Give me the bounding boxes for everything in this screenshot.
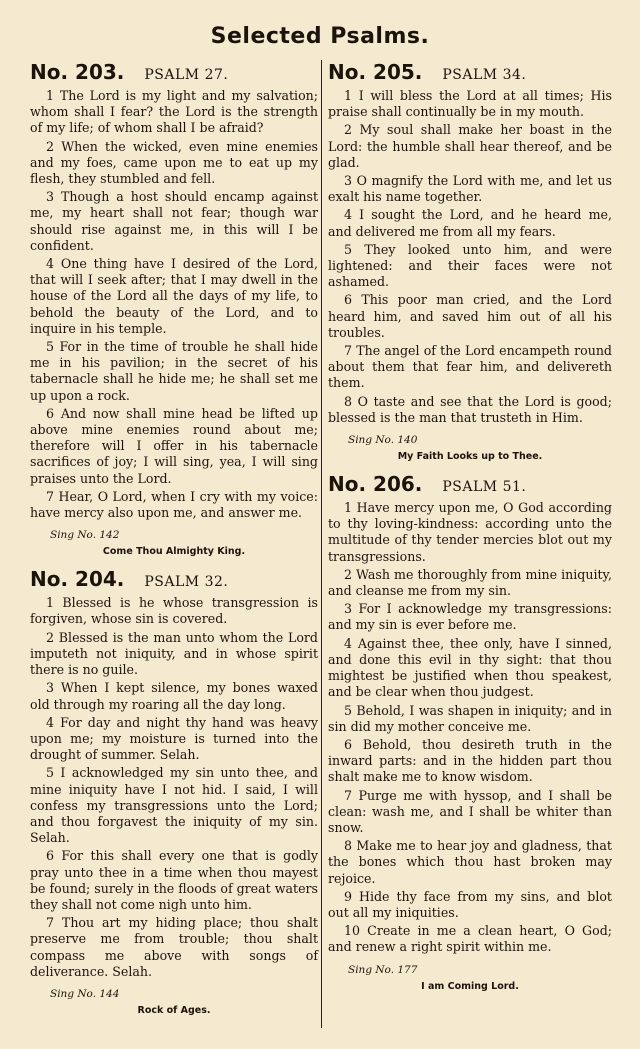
- verse: 2 When the wicked, even mine enemies and my foes, came upon me to eat up my flesh, they stumbled and fell.: [30, 138, 318, 187]
- sing-reference: Sing No. 177: [348, 963, 418, 976]
- verse: 1 Blessed is he whose transgression is forgiven, whose sin is covered.: [30, 595, 318, 627]
- sing-reference: Sing No. 140: [348, 434, 418, 447]
- verse: 3 For I acknowledge my transgressions: and my sin is ever before me.: [328, 601, 612, 633]
- verse: 3 O magnify the Lord with me, and let us exalt his name together.: [328, 173, 612, 205]
- verse: 7 Purge me with hyssop, and I shall be clean: wash me, and I shall be whiter than snow.: [328, 787, 612, 835]
- verse: 8 O taste and see that the Lord is good; blessed is the man that trusteth in Him.: [328, 393, 612, 425]
- verse: 4 Against thee, thee only, have I sinned, and done this evil in thy sight: that thou mightest be justified when thou speakest, and be clear when thou judgest.: [328, 635, 612, 700]
- verse: 8 Make me to hear joy and gladness, that the bones which thou hast broken may rejoice.: [328, 838, 612, 886]
- sing-reference: Sing No. 142: [50, 529, 120, 542]
- psalm-reference: PSALM 32.: [144, 574, 229, 591]
- verse: 5 Behold, I was shapen in iniquity; and in sin did my mother conceive me.: [328, 702, 612, 734]
- verse: 2 Wash me thoroughly from mine iniquity, and cleanse me from my sin.: [328, 566, 612, 599]
- verse: 5 I acknowledged my sin unto thee, and mine iniquity have I not hid. I said, I will confess my transgressions unto the Lord; and thou forgavest the iniquity of my sin. Selah.: [30, 765, 318, 846]
- verse-list: [328, 500, 612, 955]
- verse-list: [30, 88, 318, 521]
- verse: 6 Behold, thou desireth truth in the inward parts: and in the hidden part thou shalt make me to know wisdom.: [328, 736, 612, 785]
- psalm-reference: PSALM 51.: [442, 479, 527, 496]
- verse: 7 The angel of the Lord encampeth round about them that fear him, and delivereth them.: [328, 343, 612, 391]
- psalm-section-204: [30, 567, 318, 1016]
- verse: 2 Blessed is the man unto whom the Lord imputeth not iniquity, and in whose spirit there is no guile.: [30, 629, 318, 678]
- hymn-tune: Rock of Ages.: [137, 1004, 211, 1016]
- section-number: No. 204.: [30, 567, 125, 592]
- verse: 4 One thing have I desired of the Lord, that will I seek after; that I may dwell in the house of the Lord all the days of my life, to behold the beauty of the Lord, and to inquire in his temple.: [30, 256, 318, 336]
- verse: 1 The Lord is my light and my salvation; whom shall I fear? the Lord is the strength of my life; of whom shall I be afraid?: [30, 88, 318, 136]
- section-header: [30, 60, 318, 84]
- psalm-section-206: [328, 472, 612, 991]
- section-header: [328, 60, 612, 84]
- verse: 6 For this shall every one that is godly pray unto thee in a time when thou mayest be found; surely in the floods of great waters they shall not come nigh unto him.: [30, 848, 318, 912]
- psalm-reference: PSALM 27.: [144, 67, 229, 83]
- verse: 4 For day and night thy hand was heavy upon me; my moisture is turned into the drought of summer. Selah.: [30, 714, 318, 763]
- verse: 5 For in the time of trouble he shall hide me in his pavilion; in the secret of his tabernacle shall he hide me; he shall set me up upon a rock.: [30, 339, 318, 403]
- section-number: No. 205.: [328, 60, 423, 84]
- left-column: [30, 60, 318, 1026]
- verse: 7 Thou art my hiding place; thou shalt preserve me from trouble; thou shalt compass me above with songs of deliverance. Selah.: [30, 915, 318, 979]
- verse: 5 They looked unto him, and were lightened: and their faces were not ashamed.: [328, 241, 612, 290]
- verse: 6 And now shall mine head be lifted up above mine enemies round about me; therefore will I offer in his tabernacle sacrifices of joy; I will sing, yea, I will sing praises unto the Lord.: [30, 405, 318, 486]
- hymn-tune: My Faith Looks up to Thee.: [397, 451, 543, 463]
- column-divider: [321, 60, 322, 1028]
- right-column: [328, 60, 612, 1002]
- psalm-reference: PSALM 34.: [442, 67, 527, 83]
- verse: 3 Though a host should encamp against me, my heart shall not fear; though war should rise against me, in this will I be confident.: [30, 189, 318, 253]
- psalm-section-203: [30, 60, 318, 557]
- section-number: No. 203.: [30, 60, 125, 84]
- verse: 1 Have mercy upon me, O God according to thy loving-kindness: according unto the multitude of thy tender mercies blot out my transgressions.: [328, 500, 612, 564]
- sing-reference: Sing No. 144: [50, 987, 120, 1000]
- hymn-tune: Come Thou Almighty King.: [102, 546, 246, 558]
- verse: 4 I sought the Lord, and he heard me, and delivered me from all my fears.: [328, 207, 612, 239]
- section-header: [328, 472, 612, 496]
- verse: 7 Hear, O Lord, when I cry with my voice: have mercy also upon me, and answer me.: [30, 488, 318, 521]
- verse: 9 Hide thy face from my sins, and blot out all my iniquities.: [328, 888, 612, 920]
- verse: 2 My soul shall make her boast in the Lord: the humble shall hear thereof, and be glad.: [328, 122, 612, 170]
- verse: 1 I will bless the Lord at all times; His praise shall continually be in my mouth.: [328, 88, 612, 120]
- section-header: [30, 567, 318, 591]
- verse: 10 Create in me a clean heart, O God; and renew a right spirit within me.: [328, 923, 612, 955]
- verse-list: [30, 595, 318, 980]
- page-title: Selected Psalms.: [210, 24, 430, 49]
- section-number: No. 206.: [328, 472, 423, 497]
- psalm-section-205: [328, 60, 612, 462]
- verse: 3 When I kept silence, my bones waxed old through my roaring all the day long.: [30, 680, 318, 712]
- hymn-tune: I am Coming Lord.: [421, 980, 519, 992]
- verse: 6 This poor man cried, and the Lord heard him, and saved him out of all his troubles.: [328, 292, 612, 340]
- verse-list: [328, 88, 612, 426]
